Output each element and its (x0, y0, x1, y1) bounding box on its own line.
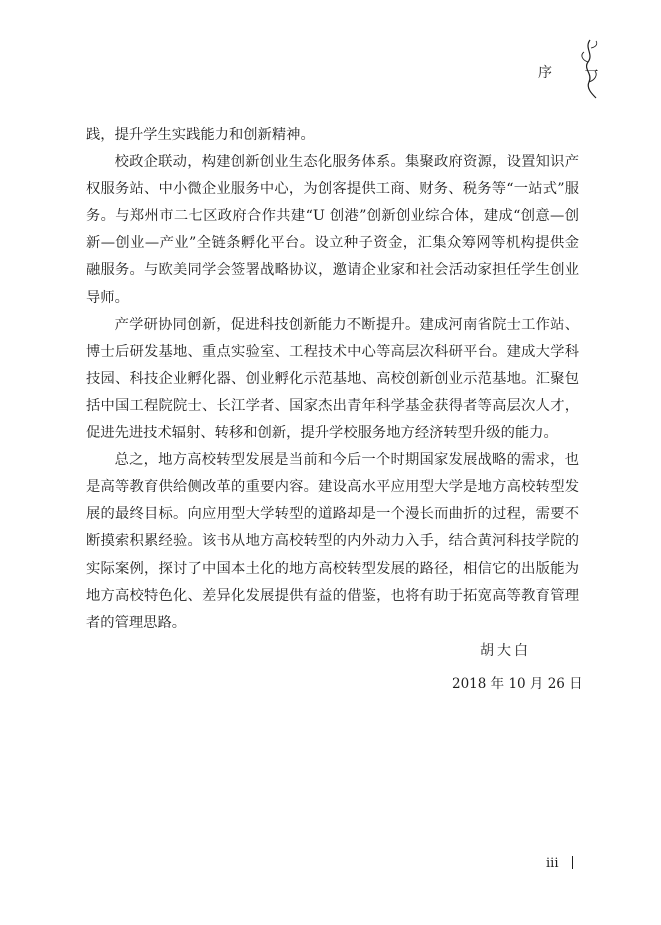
signature-date: 2018 年 10 月 26 日 (452, 676, 583, 692)
page-header (0, 0, 661, 110)
paragraph-continued: 践，提升学生实践能力和创新精神。 (86, 127, 315, 143)
paragraph-school-government-enterprise: 校政企联动，构建创新创业生态化服务体系。集聚政府资源，设置知识产权服务站、中小微企业服务中心，为创客提供工商、财务、税务等“一站式”服务。与郑州市二七区政府合作共建“U 创港”创新创业综合体，建成“创意—创新—创业—产业”全链条孵化平台。设立种子资金，汇集众筹网等机构提供金融服务。与欧美同学会签署战略协议，邀请企业家和社会活动家担任学生创业导师。 (86, 154, 579, 306)
footer-rule (572, 856, 573, 869)
signature-author: 胡大白 (480, 643, 531, 659)
section-title: 序 一 (538, 65, 613, 81)
page-number: iii (546, 856, 559, 871)
paragraph-conclusion: 总之，地方高校转型发展是当前和今后一个时期国家发展战略的需求，也是高等教育供给侧改革的重要内容。建设高水平应用型大学是地方高校转型发展的最终目标。向应用型大学转型的道路却是一个漫长而曲折的过程，需要不断摸索积累经验。该书从地方高校转型的内外动力入手，结合黄河科技学院的实际案例，探讨了中国本土化的地方高校转型发展的路径，相信它的出版能为地方高校特色化、差异化发展提供有益的借鉴，也将有助于拓宽高等教育管理者的管理思路。 (86, 452, 579, 631)
paragraph-industry-research: 产学研协同创新，促进科技创新能力不断提升。建成河南省院士工作站、博士后研发基地、重点实验室、工程技术中心等高层次科研平台。建成大学科技园、科技企业孵化器、创业孵化示范基地、高校创新创业示范基地。汇聚包括中国工程院院士、长江学者、国家杰出青年科学基金获得者等高层次人才，促进先进技术辐射、转移和创新，提升学校服务地方经济转型升级的能力。 (86, 316, 579, 442)
page-footer (546, 856, 573, 871)
vine-ornament-icon (578, 38, 604, 100)
body-text (86, 122, 579, 637)
